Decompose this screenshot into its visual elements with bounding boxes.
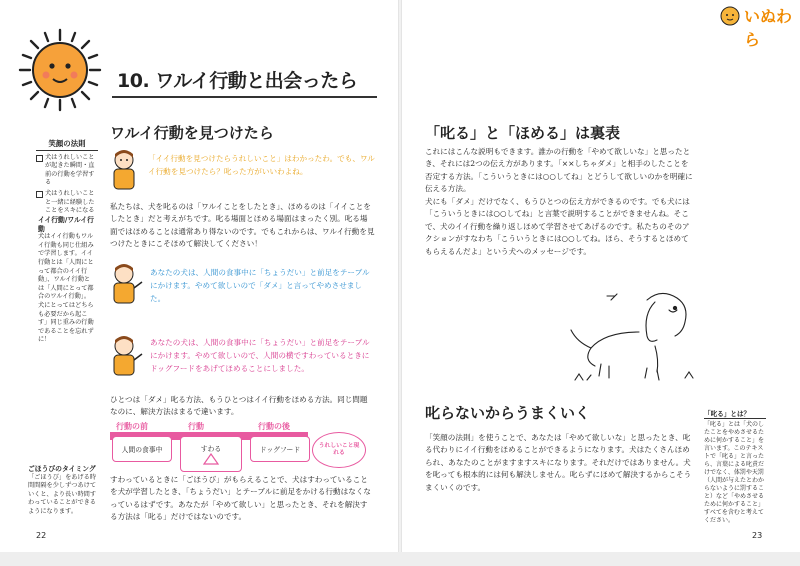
woman-scolding-icon [108,262,144,306]
right-section2-heading: 叱らないからうまくいく [425,404,591,422]
sun-mascot-icon [18,28,102,112]
left-paragraph-2: ひとつは「ダメ」叱る方法、もうひとつはイイ行動をほめる方法。同じ問題なのに、解決方法はまるで違います。 [110,395,368,417]
right-paragraph-1: これにはこんな説明もできます。誰かの行動を「やめて欲しいな」と思ったとき、それには2つの伝え方があります。「××しちゃダメ」と相手のしたことを否定する方法。「こういうときには○○してね」とどうして欲しいのかを明確に伝える方法。 [425,147,693,194]
chapter-title: 10. ワルイ行動と出会ったら [117,70,358,92]
sidebar-rule-1: 犬はうれしいことが起きた瞬間・直前の行動を学習する [36,154,98,188]
logo-text: いぬわら [744,7,793,49]
margin-note-body: 「叱る」とは「犬のしたことをやめさせるために何かすること」を言います。このテキストで「叱る」と言ったら、言葉による叱責だけでなく、体罰や天罰（人間が与えたとわからないように罰すること）など「やめさせるために何かすること」すべてを含むと考えてください。 [704,421,765,524]
page-number-right: 23 [752,531,763,540]
sidebar-note-body: 犬はイイ行動もワルイ行動も同じ仕組みで学習します。イイ行動とは「人間にとって都合のイイ行動」、ワルイ行動とは「人間にとって都合のワルイ行動」。犬にとってはどちらも必要だから起こす」同じ重みの行動であることを忘れずに！ [38,233,94,344]
sidebar-rule-2: 犬はうれしいことと一緒に経験したことをスキになる [36,190,98,216]
flow-label-action: 行動 [188,422,204,431]
triangle-icon [203,453,219,465]
flow-label-after: 行動の後 [258,422,290,431]
woman-character-icon [108,148,140,192]
speech-bubble-2: あなたの犬は、人間の食事中に「ちょうだい」と前足をテーブルにかけます。やめて欲しいので「ダメ」と言ってやめさせました。 [150,268,370,303]
checkbox-icon [36,155,43,162]
margin-note [704,410,766,525]
bottom-band [0,552,800,566]
flow-label-before: 行動の前 [116,422,148,431]
flow-box-action: すわる [180,436,242,472]
page-gutter [398,0,402,566]
sidebar-note-title: イイ行動/ワルイ行動 [38,216,94,233]
margin-note-title: 「叱る」とは？ [704,410,766,419]
sidebar-rules [36,140,98,218]
speech-bubble-3: あなたの犬は、人間の食事中に「ちょうだい」と前足をテーブルにかけます。やめて欲しいので、人間の横ですわっているときにドッグフードをあげてほめることにしました。 [150,338,370,373]
sidebar-note [38,216,96,345]
page-number-left: 22 [36,531,47,540]
sidebar-title: 笑顔の法則 [36,140,98,151]
flow-box-before: 人間の食事中 [112,436,172,462]
left-paragraph-1: 私たちは、犬を叱るのは「ワルイことをしたとき」、ほめるのは「イイことをしたとき」だと考えがちです。叱る場面とほめる場面はまったく別。叱る場面ではほめることは通常あり得ないのです。でもこれからは、ワルイ行動を見つけたときにこそほめて解決してください！ [110,202,375,249]
sidebar-timing-body: 「ごほうび」をあげる時間間隔を少しずつあけていくと、より長い時間すわっていることができるようになります。 [28,473,97,515]
checkbox-icon [36,191,43,198]
left-section-heading: ワルイ行動を見つけたら [110,124,274,142]
sidebar-timing [28,465,98,517]
left-paragraph-3: すわっているときに「ごほうび」がもらえることで、犬はすわっていることを犬が学習したとき、「ちょうだい」とテーブルに前足をかける行動はなくなっているはずです。あなたが「やめて欲しい」と思ったとき、それを解決する方法は「叱る」だけではないのです。 [110,475,371,522]
title-underline [112,96,377,98]
right-section1-heading: 「叱る」と「ほめる」は裏表 [425,124,621,142]
right-paragraph-2: 犬にも「ダメ」だけでなく、もうひとつの伝え方ができるのです。でも犬には「こういうときには○○してね」と言葉で説明することができませんね。そこで、犬のイイ行動を繰り返しほめて学習させてあげるのです。私たちのそのアクションがすなわち「こういうときには○○してね。ほら、そうするとほめてもらえるんだよ」という犬へのメッセージです。 [425,197,690,256]
sidebar-timing-title: ごほうびのタイミング [28,465,96,473]
happiness-badge: うれしいこと現れる [312,432,366,468]
right-paragraph-3: 「笑顔の法則」を使うことで、あなたは「やめて欲しいな」と思ったとき、叱る代わりにイイ行動をほめることができるようになります。犬はたくさんほめられ、あなたのことがますますスキになります。それだけではありません。犬を叱っても根本的には何も解決しません。叱らずにほめて解決するからこそうまくいくのです。 [425,433,692,492]
dachshund-sketch-icon [565,280,715,388]
woman-praising-icon [108,334,144,378]
flow-box-after: ドッグフード [250,436,310,462]
speech-bubble-1: 「イイ行動を見つけたらうれしいこと」はわかったわ。でも、ワルイ行動を見つけたら？叱った方がいいわよね。 [148,154,375,176]
